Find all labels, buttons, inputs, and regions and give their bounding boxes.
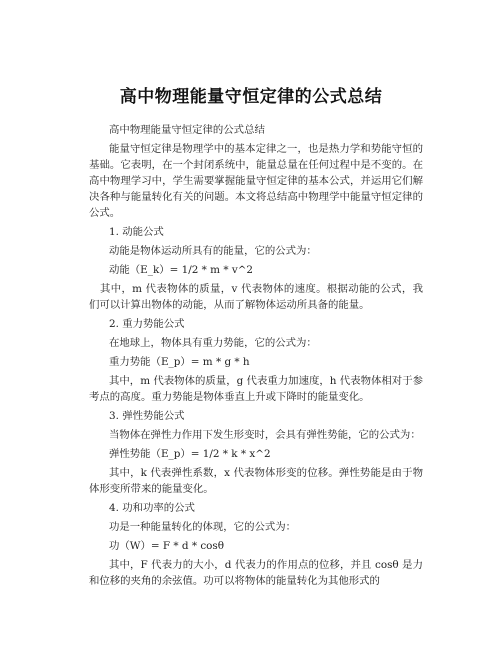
paragraph-kinetic-explain: 其中，m 代表物体的质量，v 代表物体的速度。根据动能的公式，我们可以计算出物体的动能，从而了解物体运动所具备的能量。 — [89, 283, 423, 311]
paragraph-gravitational-explain: 其中，m 代表物体的质量，g 代表重力加速度，h 代表物体相对于参考点的高度。重力势能是物体垂直上升或下降时的能量变化。 — [89, 375, 423, 403]
formula-kinetic-energy: 动能（E_k）= 1/2 * m * v^2 — [109, 264, 254, 276]
paragraph-intro: 能量守恒定律是物理学中的基本定律之一，也是热力学和势能守恒的基础。它表明，在一个封闭系统中，能量总量在任何过程中是不变的。在高中物理学习中，学生需要掌握能量守恒定律的基本公式，并运用它们解决各种与能量转化有关的问题。本文将总结高中物理学中能量守恒定律的公式。 — [89, 143, 423, 219]
paragraph-work-def: 功是一种能量转化的体现，它的公式为： — [109, 521, 297, 533]
paragraph-elastic-def: 当物体在弹性力作用下发生形变时，会具有弹性势能，它的公式为： — [109, 429, 421, 441]
heading-gravitational-pe: 2. 重力势能公式 — [109, 318, 185, 330]
paragraph-kinetic-def: 动能是物体运动所具有的能量，它的公式为： — [109, 245, 317, 257]
formula-work: 功（W）= F * d * cosθ — [109, 540, 224, 552]
document-title: 高中物理能量守恒定律的公式总结 — [119, 87, 383, 107]
heading-work-power: 4. 功和功率的公式 — [109, 502, 195, 514]
paragraph-elastic-explain: 其中，k 代表弹性系数，x 代表物体形变的位移。弹性势能是由于物体形变所带来的能量变化。 — [89, 467, 423, 495]
formula-elastic-pe: 弹性势能（E_p）= 1/2 * k * x^2 — [109, 448, 271, 460]
heading-kinetic-energy: 1. 动能公式 — [109, 226, 164, 238]
paragraph-gravitational-def: 在地球上，物体具有重力势能，它的公式为： — [109, 337, 317, 349]
paragraph-work-explain: 其中，F 代表力的大小，d 代表力的作用点的位移，并且 cosθ 是力和位移的夹角的余弦值。功可以将物体的能量转化为其他形式的 — [89, 559, 423, 587]
document-body — [89, 122, 423, 592]
paragraph-subtitle: 高中物理能量守恒定律的公式总结 — [109, 124, 265, 136]
heading-elastic-pe: 3. 弹性势能公式 — [109, 410, 185, 422]
formula-gravitational-pe: 重力势能（E_p）= m * g * h — [109, 356, 250, 368]
